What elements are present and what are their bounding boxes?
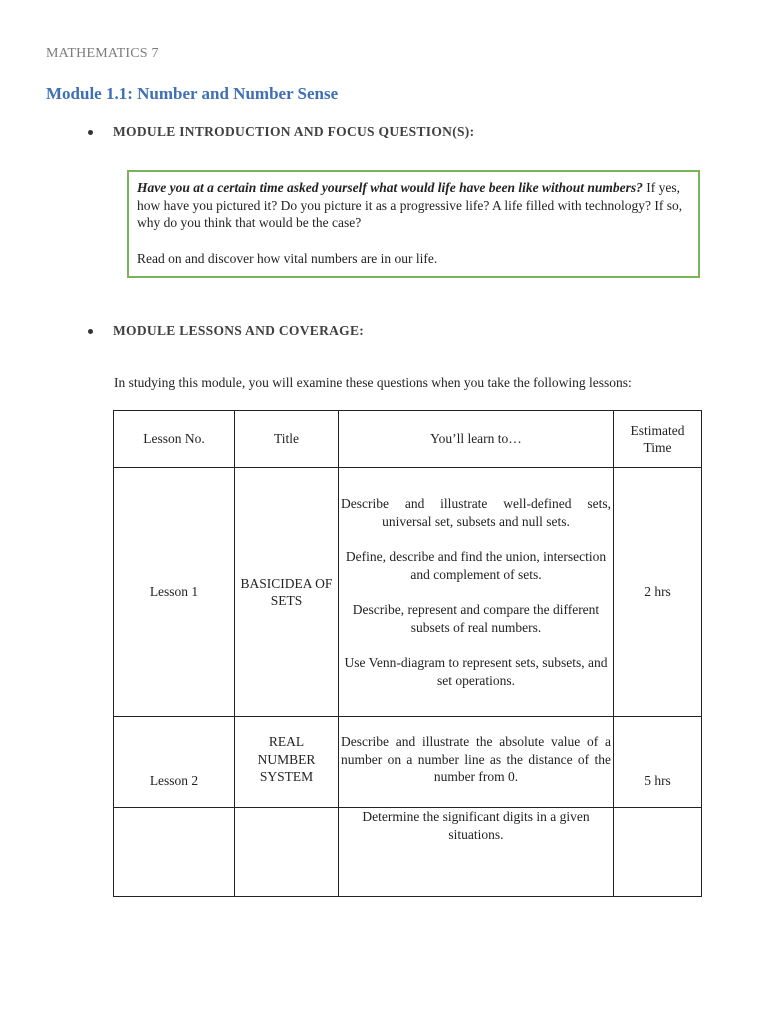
learn-cell (339, 468, 614, 717)
module-title: Module 1.1: Number and Number Sense (46, 84, 339, 103)
learn-item: Use Venn-diagram to represent sets, subsets, and set operations. (344, 655, 608, 688)
time-cell (614, 808, 702, 897)
lesson-no-cell (114, 808, 235, 897)
table-row (114, 468, 702, 717)
lessons-table (113, 410, 702, 897)
bullet-icon (88, 130, 93, 135)
lesson-no-cell: Lesson 1 (114, 468, 235, 717)
lesson-title-cell (235, 808, 339, 897)
focus-text: If yes, how have you pictured it? Do you picture it as a progressive life? A life filled with technology? If so, why do you think that would be the case? (137, 180, 683, 230)
subject-header: MATHEMATICS 7 (46, 46, 159, 61)
table-row (114, 808, 702, 897)
learn-cell (339, 808, 614, 897)
table-header-row (114, 411, 702, 468)
learn-cell (339, 717, 614, 808)
focus-paragraph (137, 179, 698, 232)
learn-item: Describe and illustrate the absolute value of a number on a number line as the distance of the number from 0. (341, 734, 611, 784)
lesson-title-cell: BASICIDEA OF SETS (235, 468, 339, 717)
learn-item: Describe and illustrate well-defined sets, universal set, subsets and null sets. (341, 496, 611, 529)
header-learn: You’ll learn to… (339, 411, 614, 468)
time-cell: 5 hrs (614, 717, 702, 808)
learn-item: Describe, represent and compare the different subsets of real numbers. (352, 602, 600, 635)
coverage-intro: In studying this module, you will examine these questions when you take the following lessons: (114, 375, 632, 390)
header-lesson-no: Lesson No. (114, 411, 235, 468)
lessons-bullet (88, 323, 364, 339)
learn-item: Define, describe and find the union, intersection and complement of sets. (345, 549, 607, 582)
intro-heading: MODULE INTRODUCTION AND FOCUS QUESTION(S): (113, 124, 475, 139)
time-cell: 2 hrs (614, 468, 702, 717)
intro-bullet (88, 124, 474, 140)
focus-question-box (127, 170, 700, 278)
header-estimated-time: Estimated Time (614, 411, 702, 468)
learn-item: Determine the significant digits in a given situations. (362, 809, 590, 842)
focus-question: Have you at a certain time asked yourself what would life have been like without numbers? (137, 180, 643, 195)
lesson-no-cell: Lesson 2 (114, 717, 235, 808)
bullet-icon (88, 329, 93, 334)
table-row (114, 717, 702, 808)
lessons-heading: MODULE LESSONS AND COVERAGE: (113, 323, 365, 338)
header-title: Title (235, 411, 339, 468)
lesson-title-cell: REAL NUMBER SYSTEM (235, 717, 339, 808)
focus-closing: Read on and discover how vital numbers are in our life. (137, 250, 438, 266)
